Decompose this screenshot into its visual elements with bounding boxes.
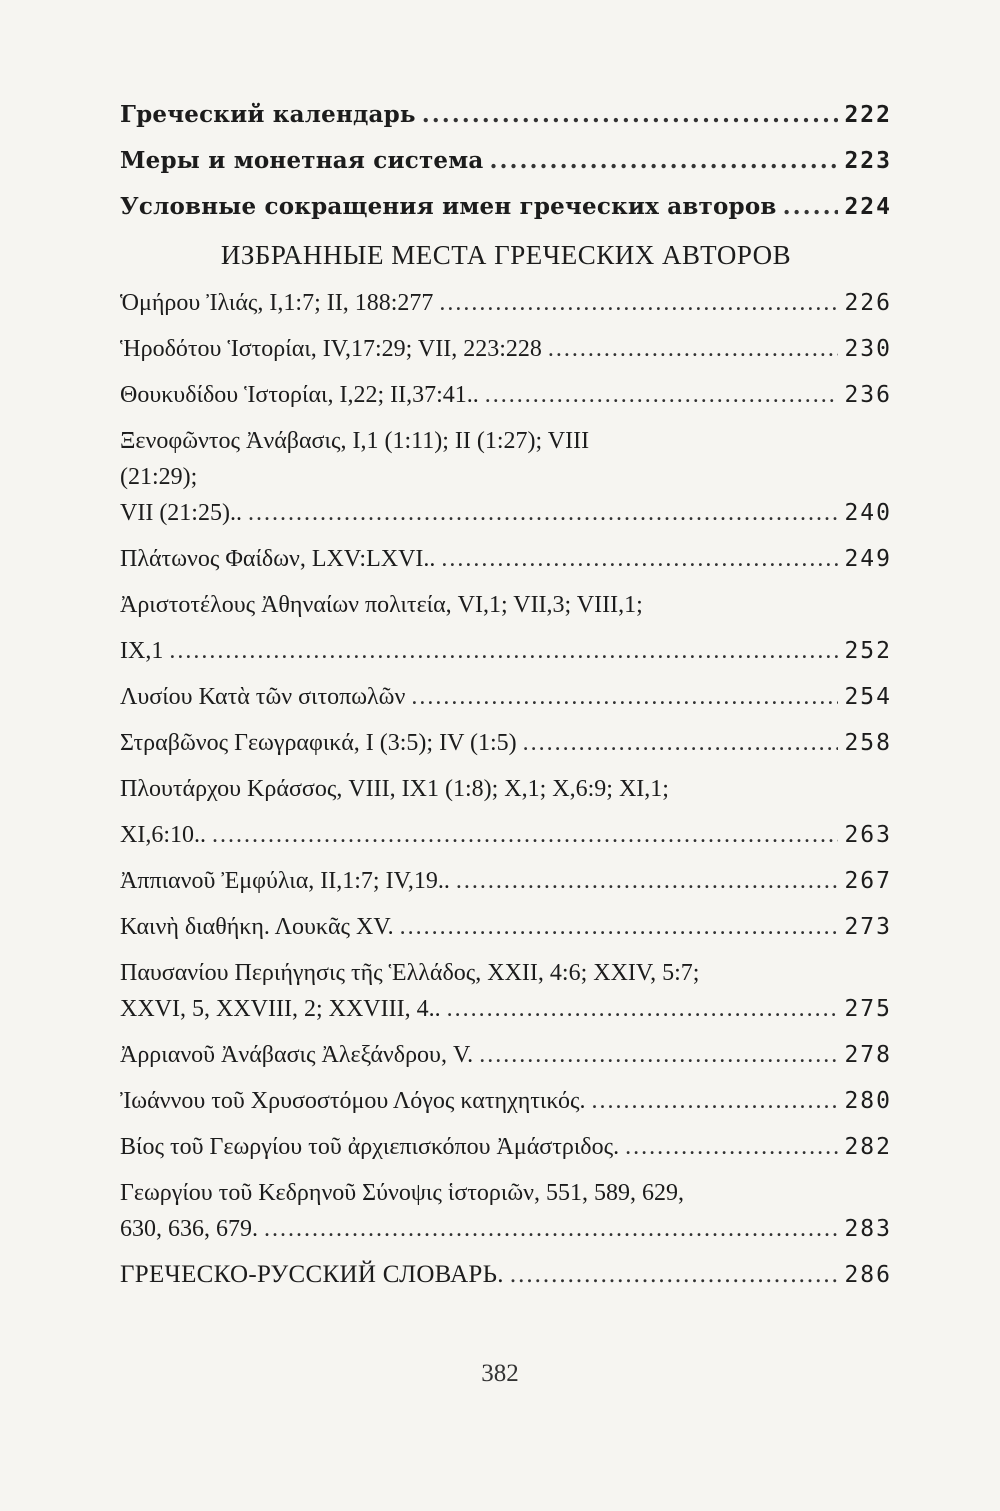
toc-entry xyxy=(120,674,892,720)
toc-entry xyxy=(120,904,892,950)
toc-entry-title: Ἀρριανοῦ Ἀνάβασις Ἀλεξάνδρου, V. xyxy=(120,1042,474,1068)
toc-entry xyxy=(120,372,892,418)
dot-leader xyxy=(456,858,839,904)
toc-entry-page: 254 xyxy=(844,684,892,710)
toc-entry-title: Меры и монетная система xyxy=(120,147,484,174)
dot-leader xyxy=(783,184,839,230)
toc-entry xyxy=(120,1078,892,1124)
dot-leader xyxy=(548,326,839,372)
toc-entry-page: 224 xyxy=(844,194,892,220)
toc-entry-title: 630, 636, 679. xyxy=(120,1216,258,1242)
toc-entry xyxy=(120,950,892,1032)
toc-entry-title: Στραβῶνος Γεωγραφικά, I (3:5); IV (1:5) xyxy=(120,730,517,756)
toc-entry-line: Γεωργίου τοῦ Κεδρηνοῦ Σύνοψις ἱστοριῶν, 551, 589, 629, xyxy=(120,1180,684,1206)
toc-entry-title: Греческий календарь xyxy=(120,101,416,128)
dot-leader xyxy=(485,372,839,418)
toc-entry-page: 226 xyxy=(844,290,892,316)
toc-entry xyxy=(120,582,892,674)
toc-entry-page: 263 xyxy=(844,822,892,848)
toc-entry xyxy=(120,1032,892,1078)
dot-leader xyxy=(490,138,839,184)
toc-entry xyxy=(120,92,892,138)
page-number: 382 xyxy=(481,1360,519,1387)
dot-leader xyxy=(439,280,838,326)
dot-leader xyxy=(447,991,839,1027)
toc-entry-title: Ὁμήρου Ἰλιάς, I,1:7; II, 188:277 xyxy=(120,290,434,316)
dot-leader xyxy=(248,495,838,531)
toc-entry-title: Καινὴ διαθήκη. Λουκᾶς XV. xyxy=(120,914,394,940)
toc-entry xyxy=(120,184,892,230)
toc-entry xyxy=(120,326,892,372)
dot-leader xyxy=(591,1078,838,1124)
toc-entry-title: Λυσίου Κατὰ τῶν σιτοπωλῶν xyxy=(120,684,406,710)
dot-leader xyxy=(212,812,838,858)
toc-entry-title: Условные сокращения имен греческих авторов xyxy=(120,193,777,220)
toc-entry xyxy=(120,280,892,326)
toc-entry-page: 273 xyxy=(844,914,892,940)
toc-entry-page: 286 xyxy=(844,1262,892,1288)
toc-entry xyxy=(120,766,892,858)
toc-entry-line: (21:29); xyxy=(120,464,198,490)
toc-entry xyxy=(120,418,892,536)
toc-entry-title: Θουκυδίδου Ἱστορίαι, I,22; II,37:41.. xyxy=(120,382,479,408)
toc-entry-title: Πλάτωνος Φαίδων, LXV:LXVI.. xyxy=(120,546,436,572)
toc-entry-page: 236 xyxy=(844,382,892,408)
toc-entry xyxy=(120,1252,892,1298)
dot-leader xyxy=(523,720,839,766)
table-of-contents xyxy=(120,92,892,1298)
toc-entry xyxy=(120,858,892,904)
toc-entry xyxy=(120,1124,892,1170)
toc-entry-line: Πλουτάρχου Κράσσος, VIII, IX1 (1:8); X,1; X,6:9; XI,1; xyxy=(120,776,669,802)
toc-entry-page: 280 xyxy=(844,1088,892,1114)
dot-leader xyxy=(264,1211,838,1247)
toc-entry-title: XI,6:10.. xyxy=(120,822,206,848)
toc-entry-title: ГРЕЧЕСКО-РУССКИЙ СЛОВАРЬ. xyxy=(120,1261,504,1288)
toc-entry-line: Παυσανίου Περιήγησις τῆς Ἑλλάδος, XXII, 4:6; XXIV, 5:7; xyxy=(120,960,700,986)
toc-entry xyxy=(120,536,892,582)
toc-entry-page: 249 xyxy=(844,546,892,572)
toc-entry xyxy=(120,138,892,184)
toc-entry-title: Βίος τοῦ Γεωργίου τοῦ ἀρχιεπισκόπου Ἀμάστριδος. xyxy=(120,1134,620,1160)
toc-entry-title: Ἀππιανοῦ Ἐμφύλια, II,1:7; IV,19.. xyxy=(120,868,450,894)
toc-entry-page: 240 xyxy=(844,500,892,526)
dot-leader xyxy=(510,1252,839,1298)
toc-entry-page: 258 xyxy=(844,730,892,756)
toc-entry-title: Ἰωάννου τοῦ Χρυσοστόμου Λόγος κατηχητικός. xyxy=(120,1088,586,1114)
dot-leader xyxy=(441,536,838,582)
toc-entry-page: 252 xyxy=(844,638,892,664)
toc-entry-page: 278 xyxy=(844,1042,892,1068)
toc-entry-title: XXVI, 5, XXVIII, 2; XXVIII, 4.. xyxy=(120,996,441,1022)
toc-entry-page: 230 xyxy=(844,336,892,362)
dot-leader xyxy=(422,92,839,138)
dot-leader xyxy=(411,674,838,720)
toc-entry xyxy=(120,1170,892,1252)
toc-entry-title: VII (21:25).. xyxy=(120,500,242,526)
toc-entry-title: Ἡροδότου Ἱστορίαι, IV,17:29; VII, 223:228 xyxy=(120,336,542,362)
toc-entry-page: 283 xyxy=(844,1216,892,1242)
toc-entry-line: Ξενοφῶντος Ἀνάβασις, I,1 (1:11); II (1:27); VIII xyxy=(120,428,590,454)
toc-entry-line: Ἀριστοτέλους Ἀθηναίων πολιτεία, VI,1; VII,3; VIII,1; xyxy=(120,592,643,618)
toc-entry-page: 223 xyxy=(844,148,892,174)
toc-entry-page: 275 xyxy=(844,996,892,1022)
section-heading: ИЗБРАННЫЕ МЕСТА ГРЕЧЕСКИХ АВТОРОВ xyxy=(220,240,792,270)
toc-entry-title: IX,1 xyxy=(120,638,164,664)
toc-entry-page: 282 xyxy=(844,1134,892,1160)
dot-leader xyxy=(169,628,838,674)
toc-entry xyxy=(120,720,892,766)
dot-leader xyxy=(479,1032,838,1078)
dot-leader xyxy=(400,904,839,950)
dot-leader xyxy=(625,1124,838,1170)
toc-entry-page: 267 xyxy=(844,868,892,894)
toc-entry-page: 222 xyxy=(844,102,892,128)
